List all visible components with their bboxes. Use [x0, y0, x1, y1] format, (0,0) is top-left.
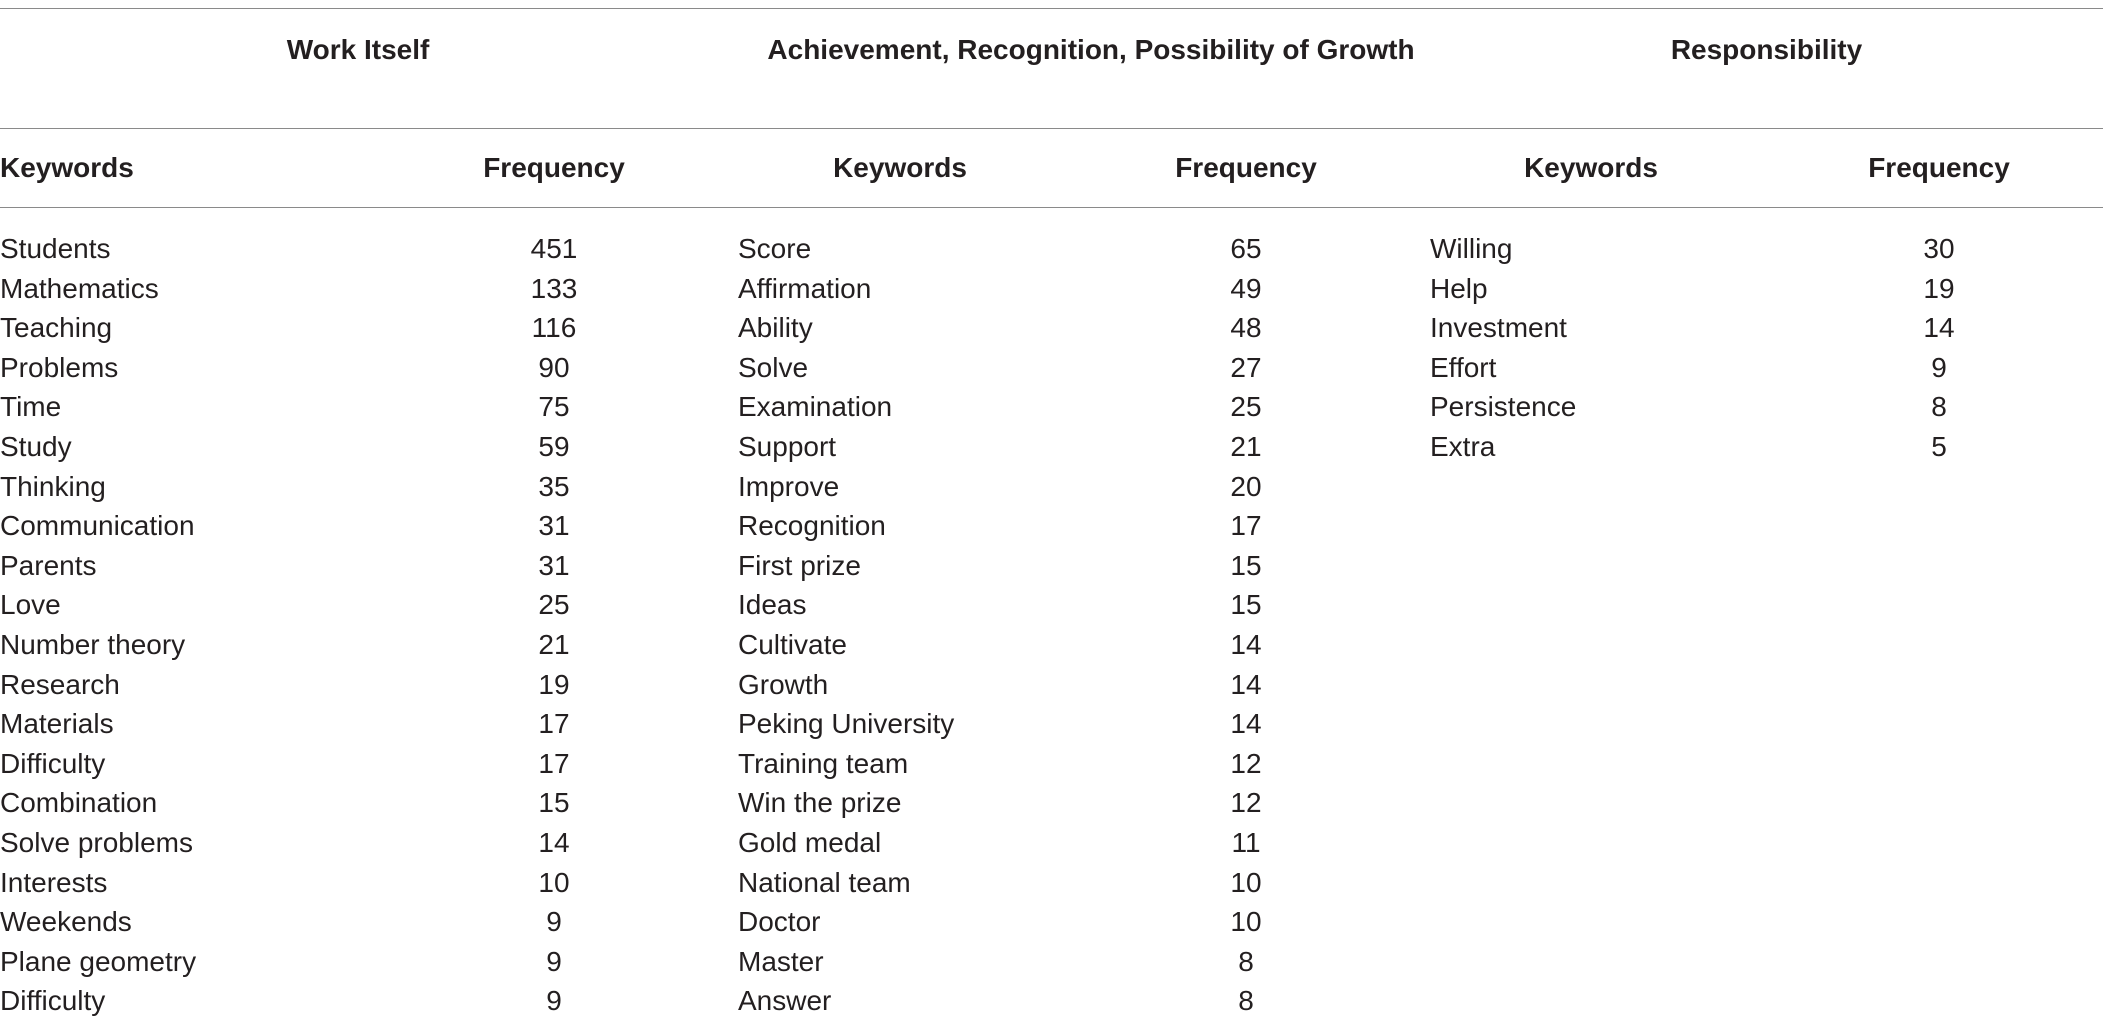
table-row [738, 348, 1398, 388]
frequency-cell: 11 [1231, 826, 1261, 858]
keyword-cell: Materials [0, 708, 114, 740]
frequency-cell: 10 [538, 866, 570, 898]
keyword-cell: Combination [0, 787, 158, 819]
keyword-cell: Time [0, 391, 62, 423]
frequency-cell: 25 [538, 589, 570, 621]
table-row [0, 546, 600, 586]
frequency-cell: 17 [538, 708, 570, 740]
table-row [738, 427, 1398, 467]
keyword-cell: Training team [738, 747, 909, 779]
table-row [0, 585, 600, 625]
keyword-cell: Peking University [738, 708, 955, 740]
table-row [1430, 427, 2103, 467]
keyword-cell: Communication [0, 510, 195, 542]
col-header-frequency-2: Frequency [1175, 152, 1317, 183]
frequency-cell: 35 [538, 470, 570, 502]
keyword-cell: Parents [0, 549, 97, 581]
keyword-cell: Willing [1430, 233, 1513, 264]
keyword-cell: Mathematics [0, 272, 159, 304]
frequency-cell: 59 [538, 430, 570, 462]
keyword-cell: Answer [738, 985, 832, 1017]
keyword-cell: Affirmation [738, 272, 872, 304]
keyword-cell: Ideas [738, 589, 807, 621]
frequency-cell: 17 [538, 747, 570, 779]
group-header-achievement: Achievement, Recognition, Possibility of Growth [767, 34, 1415, 65]
table-row [0, 467, 600, 507]
frequency-cell: 30 [1923, 233, 1955, 264]
table-row [0, 942, 600, 982]
frequency-cell: 17 [1230, 510, 1262, 542]
frequency-cell: 9 [546, 906, 562, 938]
keyword-cell: Investment [1430, 312, 1567, 344]
frequency-cell: 14 [1230, 668, 1262, 700]
frequency-cell: 15 [1230, 589, 1262, 621]
keyword-cell: Thinking [0, 470, 106, 502]
frequency-cell: 20 [1230, 470, 1262, 502]
table-row [1430, 387, 2103, 427]
table-row [738, 981, 1398, 1021]
keyword-cell: Persistence [1430, 391, 1577, 423]
frequency-cell: 116 [531, 312, 577, 344]
col-header-keywords-1: Keywords [0, 152, 134, 183]
frequency-cell: 75 [538, 391, 570, 423]
frequency-cell: 90 [538, 351, 570, 383]
keyword-cell: Plane geometry [0, 945, 197, 977]
table-row [1430, 308, 2103, 348]
keyword-cell: Number theory [0, 628, 186, 660]
achievement-rows [738, 229, 1398, 1021]
keyword-cell: Help [1430, 272, 1488, 304]
frequency-cell: 19 [1923, 272, 1955, 304]
frequency-cell: 49 [1230, 272, 1262, 304]
table-row [738, 546, 1398, 586]
table-row [1430, 348, 2103, 388]
table-row [738, 229, 1398, 269]
keyword-cell: Extra [1430, 430, 1496, 462]
frequency-cell: 8 [1238, 985, 1254, 1017]
table-row [0, 348, 600, 388]
col-header-keywords-3: Keywords [1524, 152, 1658, 183]
table-row [0, 704, 600, 744]
frequency-cell: 14 [538, 826, 570, 858]
table-row [738, 269, 1398, 309]
table-row [0, 823, 600, 863]
group-header-work-itself: Work Itself [286, 34, 430, 65]
table-row [738, 863, 1398, 903]
frequency-cell: 14 [1230, 708, 1262, 740]
frequency-cell: 10 [1230, 906, 1262, 938]
frequency-cell: 9 [546, 945, 562, 977]
keyword-cell: Gold medal [738, 826, 882, 858]
table-row [0, 308, 600, 348]
table-row [0, 744, 600, 784]
keyword-cell: Love [0, 589, 61, 621]
keyword-cell: Problems [0, 351, 119, 383]
col-header-frequency-1: Frequency [483, 152, 625, 183]
group-header-responsibility: Responsibility [1670, 34, 1863, 65]
keyword-cell: National team [738, 866, 911, 898]
work-itself-rows [0, 229, 600, 1021]
table-row [0, 269, 600, 309]
table-row [0, 665, 600, 705]
keyword-cell: Recognition [738, 510, 886, 542]
frequency-cell: 8 [1238, 945, 1254, 977]
table-row [0, 625, 600, 665]
table-row [0, 387, 600, 427]
keyword-cell: Difficulty [0, 747, 106, 779]
frequency-cell: 14 [1230, 628, 1262, 660]
keyword-cell: Ability [738, 312, 813, 344]
frequency-cell: 5 [1931, 430, 1947, 462]
keyword-cell: Solve problems [0, 826, 193, 858]
keyword-cell: Teaching [0, 312, 113, 344]
keyword-cell: Interests [0, 866, 108, 898]
frequency-cell: 12 [1230, 747, 1262, 779]
frequency-cell: 25 [1230, 391, 1262, 423]
frequency-cell: 21 [1230, 430, 1262, 462]
table-row [738, 942, 1398, 982]
keyword-cell: Cultivate [738, 628, 847, 660]
frequency-cell: 48 [1230, 312, 1262, 344]
frequency-cell: 31 [538, 510, 570, 542]
keyword-cell: Support [738, 430, 837, 462]
keyword-cell: Students [0, 233, 111, 264]
table-row [1430, 229, 2103, 269]
table-row [0, 229, 600, 269]
table-row [738, 704, 1398, 744]
table-row [738, 783, 1398, 823]
table-row [738, 665, 1398, 705]
keyword-cell: Win the prize [738, 787, 902, 819]
column-header-rule [0, 207, 2103, 208]
table-row [0, 902, 600, 942]
table-row [0, 981, 600, 1021]
frequency-cell: 8 [1931, 391, 1947, 423]
frequency-cell: 21 [538, 628, 570, 660]
table-row [1430, 269, 2103, 309]
keyword-cell: Score [738, 233, 812, 264]
group-header-rule [0, 128, 2103, 129]
frequency-cell: 31 [538, 549, 570, 581]
table-row [738, 585, 1398, 625]
frequency-cell: 27 [1230, 351, 1262, 383]
frequency-cell: 14 [1923, 312, 1955, 344]
table-top-rule [0, 8, 2103, 9]
frequency-cell: 9 [546, 985, 562, 1017]
keyword-cell: Difficulty [0, 985, 106, 1017]
table-row [738, 823, 1398, 863]
table-row [0, 863, 600, 903]
table-row [738, 744, 1398, 784]
keyword-cell: First prize [738, 549, 861, 581]
table-row [0, 783, 600, 823]
table-row [738, 625, 1398, 665]
frequency-cell: 12 [1230, 787, 1262, 819]
frequency-cell: 19 [538, 668, 570, 700]
keyword-cell: Doctor [738, 906, 821, 938]
frequency-cell: 9 [1931, 351, 1947, 383]
table-row [738, 467, 1398, 507]
keyword-cell: Study [0, 430, 72, 462]
keyword-cell: Research [0, 668, 120, 700]
keyword-cell: Improve [738, 470, 840, 502]
frequency-cell: 15 [1230, 549, 1262, 581]
keyword-cell: Examination [738, 391, 893, 423]
keyword-cell: Solve [738, 351, 809, 383]
keyword-cell: Growth [738, 668, 829, 700]
table-row [738, 308, 1398, 348]
col-header-keywords-2: Keywords [833, 152, 967, 183]
table-row [738, 902, 1398, 942]
table-row [0, 506, 600, 546]
frequency-cell: 133 [530, 272, 578, 304]
frequency-cell: 15 [538, 787, 570, 819]
frequency-cell: 65 [1230, 233, 1262, 264]
frequency-cell: 10 [1230, 866, 1262, 898]
keyword-cell: Weekends [0, 906, 132, 938]
table-row [738, 506, 1398, 546]
keyword-cell: Effort [1430, 351, 1497, 383]
table-row [0, 427, 600, 467]
frequency-cell: 451 [530, 233, 578, 264]
responsibility-rows [1430, 229, 2103, 467]
keyword-cell: Master [738, 945, 824, 977]
col-header-frequency-3: Frequency [1868, 152, 2010, 183]
table-row [738, 387, 1398, 427]
